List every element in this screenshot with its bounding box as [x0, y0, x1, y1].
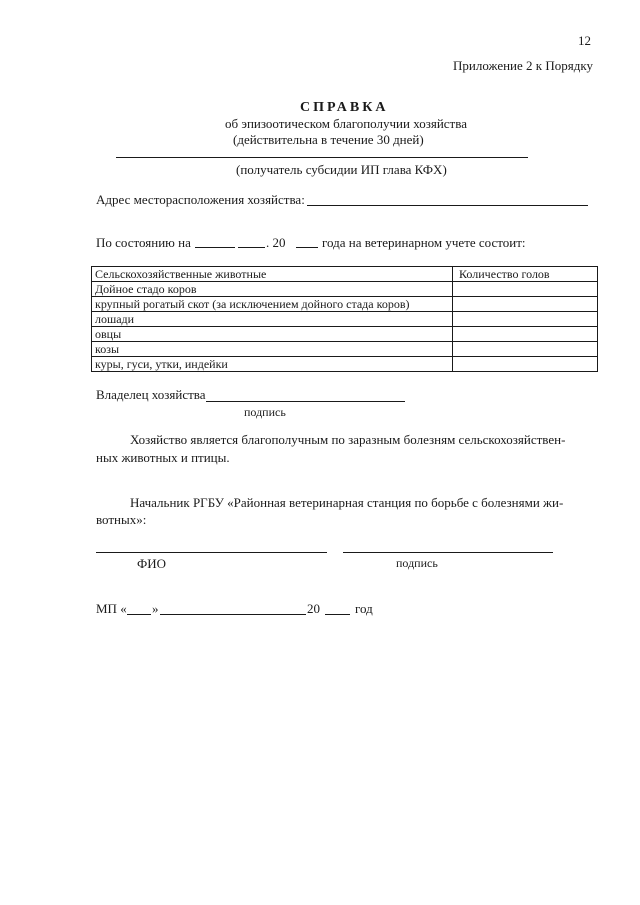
table-header-row [92, 267, 598, 282]
animal-cell: Дойное стадо коров [92, 282, 453, 297]
signature-caption: подпись [396, 556, 438, 570]
statement-text-continued: ных животных и птицы. [96, 450, 230, 465]
animal-cell: лошади [92, 312, 453, 327]
statement-text: Хозяйство является благополучным по заразным болезням сельскохозяйствен- [130, 432, 566, 447]
month-field[interactable] [238, 247, 265, 248]
chief-title: Начальник РГБУ «Районная ветеринарная станция по борьбе с болезнями жи- [130, 495, 564, 510]
table-row [92, 357, 598, 372]
chief-signature-field[interactable] [343, 552, 553, 553]
table-row [92, 342, 598, 357]
recipient-field[interactable] [116, 157, 528, 158]
status-suffix: года на ветеринарном учете состоит: [322, 235, 526, 250]
table-row [92, 327, 598, 342]
document-title: СПРАВКА [300, 100, 389, 115]
animal-cell: овцы [92, 327, 453, 342]
address-field[interactable] [307, 205, 588, 206]
table-row [92, 312, 598, 327]
animal-cell: куры, гуси, утки, индейки [92, 357, 453, 372]
chief-title-continued: вотных»: [96, 512, 147, 527]
stamp-date-prefix: МП « [96, 601, 127, 616]
status-prefix: По состоянию на [96, 235, 191, 250]
appendix-reference: Приложение 2 к Порядку [453, 58, 593, 73]
stamp-year-field[interactable] [325, 614, 350, 615]
validity-note: (действительна в течение 30 дней) [233, 132, 424, 147]
owner-signature-field[interactable] [206, 401, 405, 402]
count-cell[interactable] [453, 297, 598, 312]
count-cell[interactable] [453, 282, 598, 297]
animal-cell: козы [92, 342, 453, 357]
status-year-prefix: . 20 [266, 235, 286, 250]
count-cell[interactable] [453, 327, 598, 342]
count-cell[interactable] [453, 342, 598, 357]
count-cell[interactable] [453, 312, 598, 327]
stamp-date-quote: » [152, 601, 159, 616]
owner-signature-caption: подпись [244, 405, 286, 419]
stamp-month-field[interactable] [160, 614, 306, 615]
address-label: Адрес месторасположения хозяйства: [96, 192, 305, 207]
table-row [92, 297, 598, 312]
count-cell[interactable] [453, 357, 598, 372]
header-count: Количество голов [453, 267, 598, 282]
year-field[interactable] [296, 247, 318, 248]
animals-table [91, 266, 598, 372]
fio-field[interactable] [96, 552, 327, 553]
recipient-caption: (получатель субсидии ИП глава КФХ) [236, 162, 447, 177]
animal-cell: крупный рогатый скот (за исключением дойного стада коров) [92, 297, 453, 312]
table-row [92, 282, 598, 297]
fio-caption: ФИО [137, 556, 167, 571]
header-animals: Сельскохозяйственные животные [92, 267, 453, 282]
document-subtitle: об эпизоотическом благополучии хозяйства [225, 116, 467, 131]
day-field[interactable] [195, 247, 235, 248]
stamp-year-suffix: год [355, 601, 373, 616]
stamp-day-field[interactable] [127, 614, 151, 615]
owner-label: Владелец хозяйства [96, 387, 206, 402]
page-number: 12 [578, 33, 591, 48]
stamp-year-prefix: 20 [307, 601, 320, 616]
